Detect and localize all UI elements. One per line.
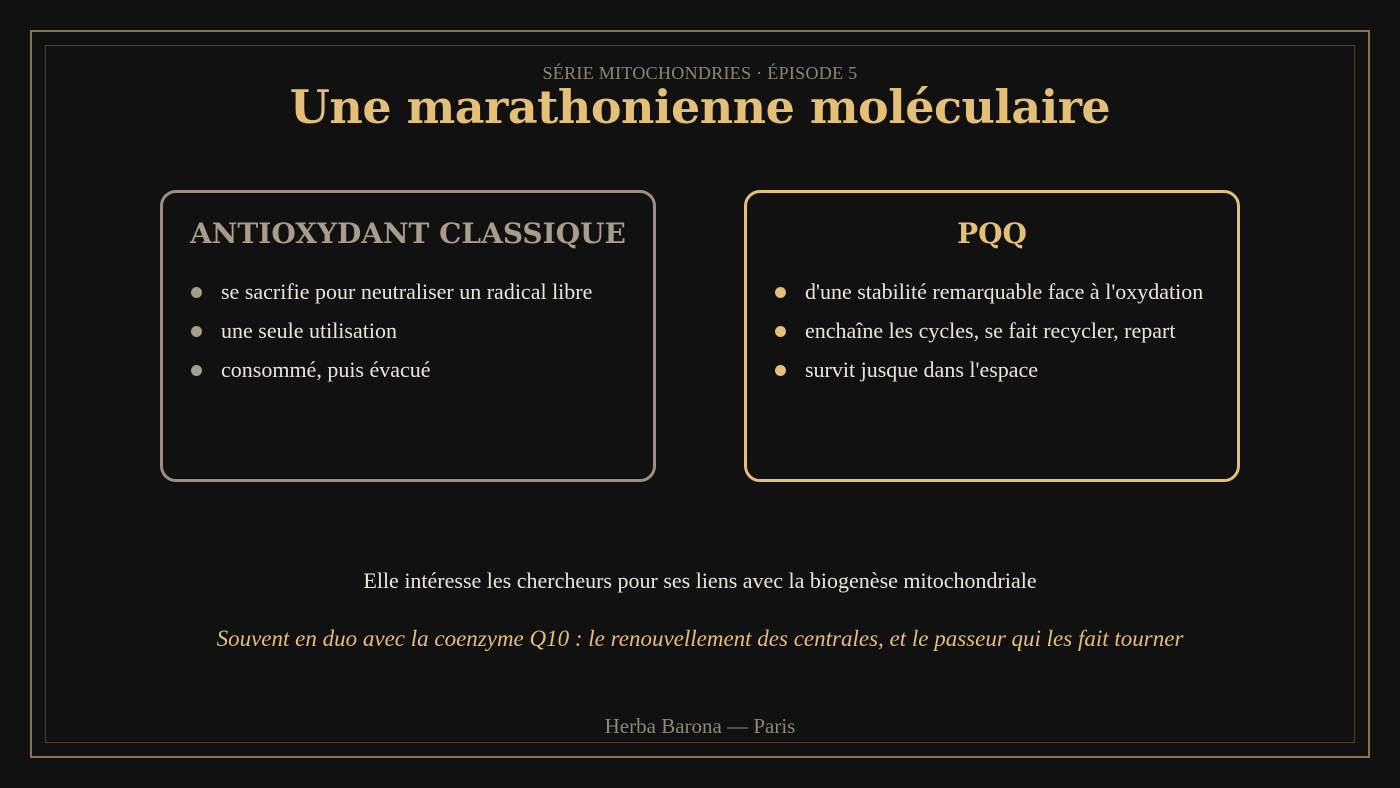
card-pqq [744, 190, 1240, 482]
card-title: PQQ [957, 217, 1027, 250]
bullet-dot-icon [191, 365, 202, 376]
series-kicker: SÉRIE MITOCHONDRIES · ÉPISODE 5 [542, 63, 858, 83]
list-item: d'une stabilité remarquable face à l'oxydation [775, 278, 1217, 305]
card-title: ANTIOXYDANT CLASSIQUE [190, 217, 626, 250]
bullet-dot-icon [775, 365, 786, 376]
slide-title: Une marathonienne moléculaire [289, 80, 1111, 134]
bullet-list [191, 278, 633, 395]
duo-quote: Souvent en duo avec la coenzyme Q10 : le renouvellement des centrales, et le passeur qui les fait tourner [216, 626, 1184, 651]
research-note: Elle intéresse les chercheurs pour ses liens avec la biogenèse mitochondriale [363, 568, 1037, 593]
footer-brand: Herba Barona — Paris [604, 714, 796, 738]
list-item: une seule utilisation [191, 317, 633, 344]
bullet-dot-icon [775, 287, 786, 298]
bullet-dot-icon [191, 326, 202, 337]
card-antioxidant [160, 190, 656, 482]
list-item: consommé, puis évacué [191, 356, 633, 383]
bullet-dot-icon [775, 326, 786, 337]
list-item: se sacrifie pour neutraliser un radical libre [191, 278, 633, 305]
bullet-list [775, 278, 1217, 395]
list-item: enchaîne les cycles, se fait recycler, repart [775, 317, 1217, 344]
list-item: survit jusque dans l'espace [775, 356, 1217, 383]
bullet-dot-icon [191, 287, 202, 298]
